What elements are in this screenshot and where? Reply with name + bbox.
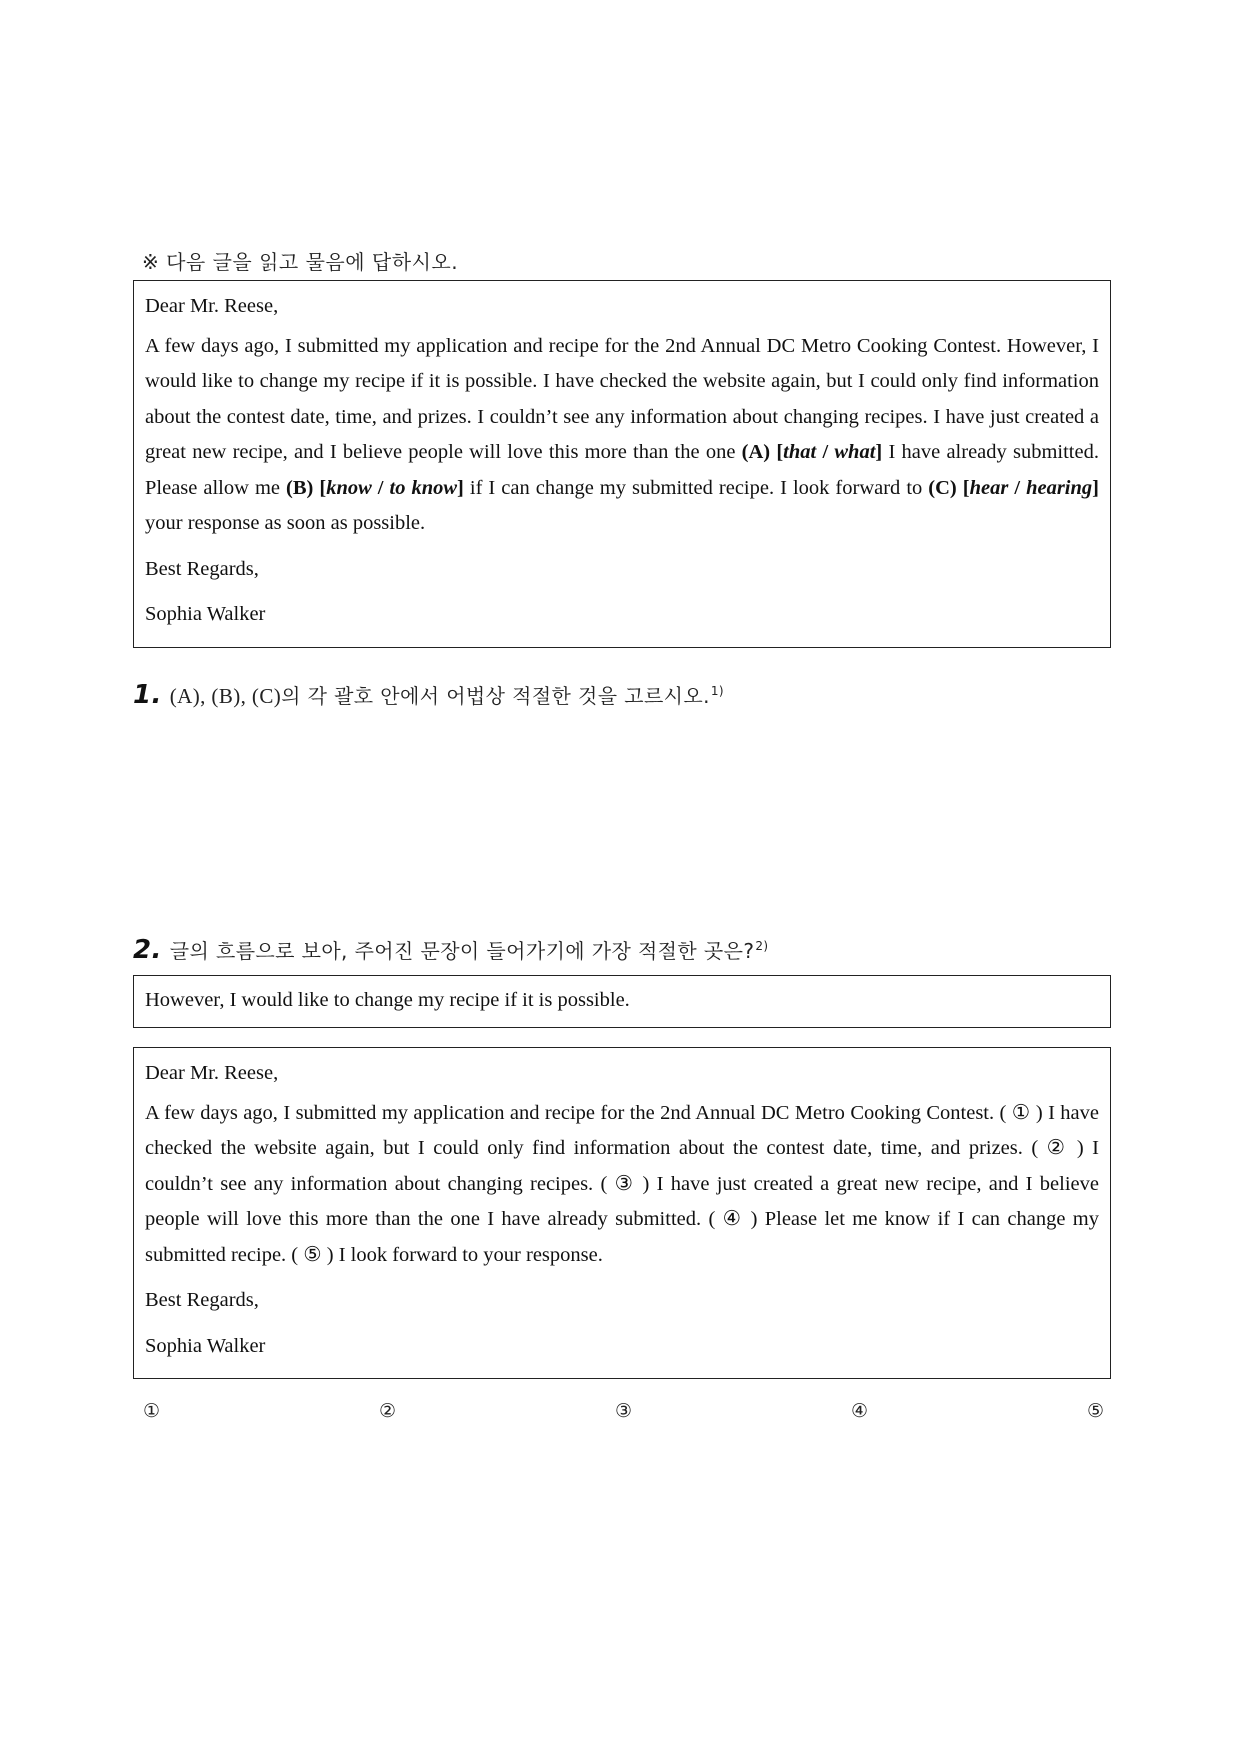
instruction-text: ※ 다음 글을 읽고 물음에 답하시오.	[142, 250, 459, 274]
letter-greeting: Dear Mr. Reese,	[145, 1062, 279, 1084]
blank-C-close: ]	[1092, 476, 1099, 499]
footnote-marker: 2)	[755, 939, 769, 953]
answer-choice-5[interactable]: ⑤	[1087, 1400, 1105, 1422]
letter-signature: Sophia Walker	[145, 1334, 266, 1357]
question-text: 의 각 괄호 안에서 어법상 적절한 것을 고르시오.	[281, 684, 710, 708]
question-2	[133, 935, 768, 965]
answer-choices	[143, 1400, 1103, 1430]
blank-B-option-1: know	[326, 476, 372, 499]
body-text: your response as soon as possible.	[145, 512, 426, 534]
footnote-marker: 1)	[710, 684, 724, 698]
letter-closing: Best Regards,	[145, 557, 259, 580]
blank-C-label: (C) [	[928, 476, 970, 499]
blank-B-label: (B) [	[286, 476, 327, 499]
letter-passage-2	[133, 1047, 1111, 1379]
blank-C-option-1: hear	[969, 476, 1009, 499]
letter-passage-1	[133, 280, 1111, 648]
question-number: 1.	[133, 680, 162, 710]
question-1	[133, 680, 724, 710]
question-labels: (A), (B), (C)	[169, 684, 282, 708]
body-text: I have already submitted. Please allow me	[145, 441, 1099, 499]
answer-choice-1[interactable]: ①	[143, 1400, 161, 1422]
blank-B-option-2: to know	[389, 476, 458, 499]
blank-A-separator: /	[816, 441, 835, 463]
body-text: A few days ago, I submitted my application and recipe for the 2nd Annual DC Metro Cooking Contest. However, I would like to change my recipe if it is possible. I have checked the website again, but I could only find information about the contest date, time, and prizes. I couldn’t see any information about changing recipes. I have just created a great new recipe, and I believe people will love this more than the one	[145, 334, 1099, 463]
blank-A-option-2: what	[834, 441, 876, 463]
blank-A-close: ]	[875, 441, 883, 463]
blank-B-separator: /	[371, 476, 390, 499]
letter-signature: Sophia Walker	[145, 603, 266, 625]
question-number: 2.	[133, 935, 162, 965]
blank-A-option-1: that	[783, 441, 817, 463]
letter-greeting: Dear Mr. Reese,	[145, 295, 279, 317]
letter-closing: Best Regards,	[145, 1289, 259, 1311]
answer-choice-3[interactable]: ③	[615, 1400, 633, 1422]
answer-choice-2[interactable]: ②	[379, 1400, 397, 1422]
letter-body	[145, 329, 1099, 542]
blank-C-option-2: hearing	[1026, 476, 1093, 499]
letter-body: A few days ago, I submitted my application and recipe for the 2nd Annual DC Metro Cooking Contest. ( ① ) I have checked the website again, but I could only find information about the contest date, time, and prizes. ( ② ) I couldn’t see any information about changing recipes. ( ③ ) I have just created a great new recipe, and I believe people will love this more than the one I have already submitted. ( ④ ) Please let me know if I can change my submitted recipe. ( ⑤ ) I look forward to your response.	[145, 1101, 1099, 1266]
blank-B-close: ]	[457, 476, 464, 499]
blank-A-label: (A) [	[741, 441, 784, 463]
blank-C-separator: /	[1008, 476, 1027, 499]
answer-choice-4[interactable]: ④	[851, 1400, 869, 1422]
body-text: if I can change my submitted recipe. I look forward to	[463, 476, 929, 499]
given-sentence-box	[133, 975, 1111, 1028]
question-text: 글의 흐름으로 보아, 주어진 문장이 들어가기에 가장 적절한 곳은?	[169, 939, 755, 963]
given-sentence: However, I would like to change my recipe if it is possible.	[145, 989, 630, 1011]
